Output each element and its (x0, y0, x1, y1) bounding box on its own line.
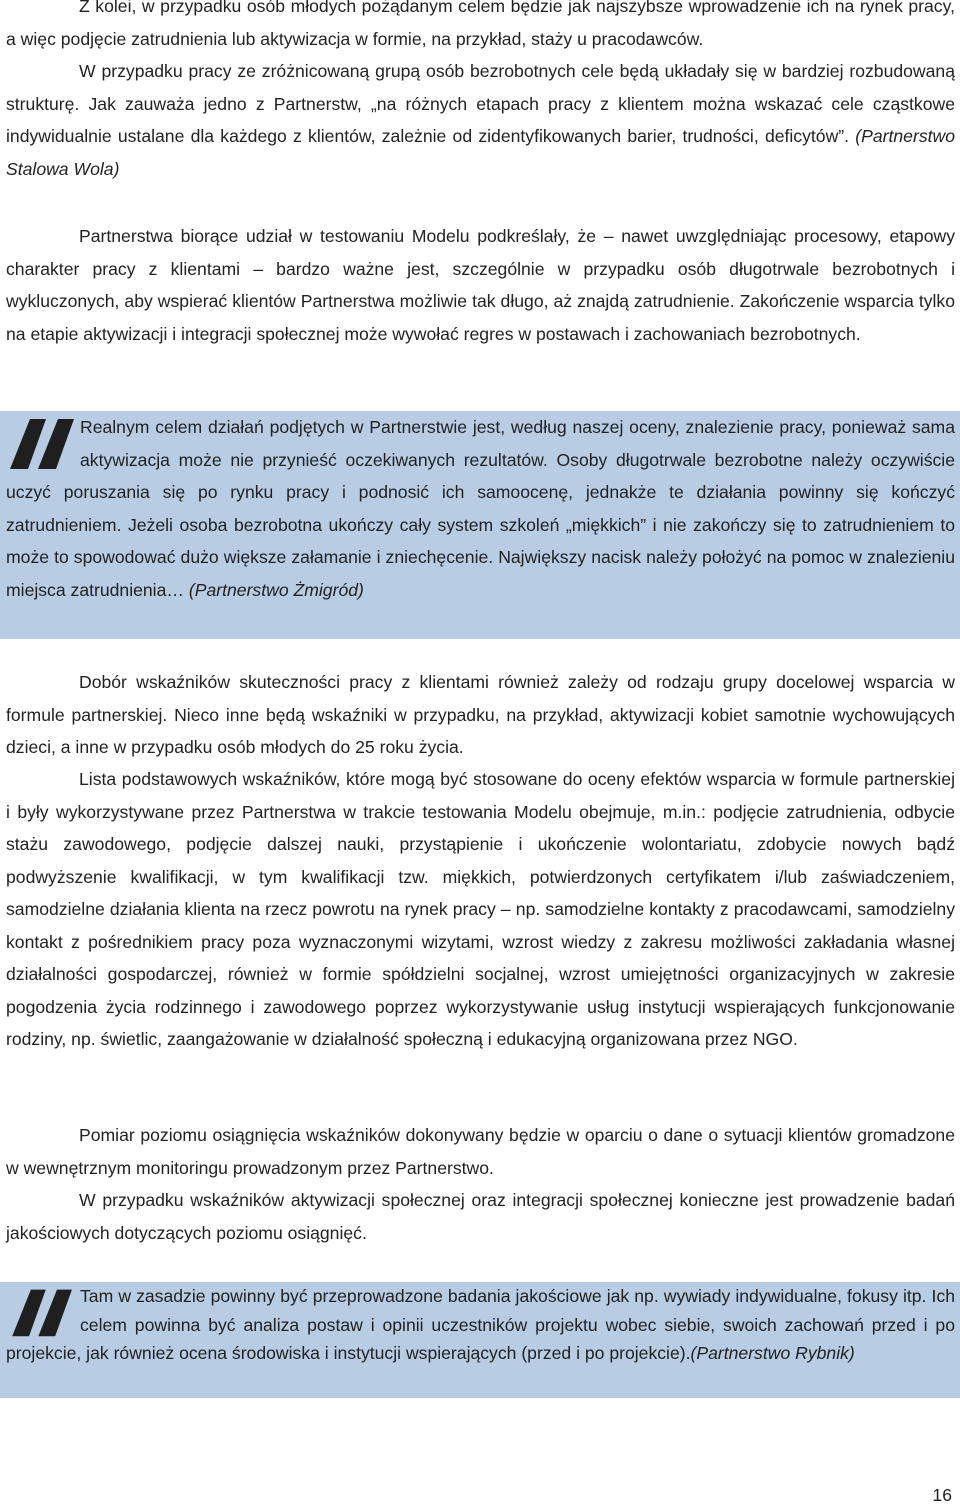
paragraph-unemployed-groups (6, 61, 955, 179)
quote-body (6, 411, 955, 606)
quote-text: Tam w zasadzie powinny być przeprowadzone badania jakościowe jak np. wywiady indywidualne, fokusy itp. Ich celem powinna być analiza postaw i opinii uczestników projektu wobec siebie, swoich zachowań przed i po projekcie, jak również ocena środowiska i instytucji wspierających (przed i po projekcie). (6, 1286, 955, 1363)
quote-source: (Partnerstwo Rybnik) (690, 1343, 855, 1363)
paragraph-qualitative-research: W przypadku wskaźników aktywizacji społecznej oraz integracji społecznej konieczne jest prowadzenie badań jakościowych dotyczących poziomu osiągnięć. (6, 1190, 955, 1243)
quote-text: Realnym celem działań podjętych w Partnerstwie jest, według naszej oceny, znalezienie pracy, ponieważ sama aktywizacja może nie przynieść oczekiwanych rezultatów. Osoby długotrwale bezrobotne należy oczywiście uczyć poruszania się po rynku pracy i podnosić ich samoocenę, jednakże te działania powinny się kończyć zatrudnieniem. Jeżeli osoba bezrobotna ukończy cały system szkoleń „miękkich” i nie zakończy się to zatrudnieniem to może to spowodować dużo większe załamanie i zniechęcenie. Największy nacisk należy położyć na pomoc w znalezieniu miejsca zatrudnienia… (6, 417, 955, 600)
quote-box-zmigrod (0, 411, 960, 639)
closing-quote-icon (6, 411, 80, 471)
paragraph-text: Z kolei, w przypadku osób młodych pożądanym celem będzie jak najszybsze wprowadzenie ich na rynek pracy, a więc podjęcie zatrudnienia lub aktywizacja w formie, na przykład, staży u pracodawców. (6, 0, 955, 49)
page-number: 16 (932, 1485, 952, 1505)
paragraph-partnerships-support: Partnerstwa biorące udział w testowaniu Modelu podkreślały, że – nawet uwzględniając procesowy, etapowy charakter pracy z klientami – bardzo ważne jest, szczególnie w przypadku osób długotrwale bezrobotnych i wykluczonych, aby wspierać klientów Partnerstwa możliwie tak długo, aż znajdą zatrudnienie. Zakończenie wsparcia tylko na etapie aktywizacji i integracji społecznej może wywołać regres w postawach i zachowaniach bezrobotnych. (6, 226, 955, 344)
paragraph-young-people (6, 0, 955, 185)
paragraph-text: W przypadku pracy ze zróżnicowaną grupą osób bezrobotnych cele będą układały się w bardziej rozbudowaną strukturę. Jak zauważa jedno z Partnerstw, „na różnych etapach pracy z klientem można wskazać cele cząstkowe indywidualnie ustalane dla każdego z klientów, zależnie od zidentyfikowanych barier, trudności, deficytów”. (6, 61, 955, 146)
paragraph-indicator-list: Lista podstawowych wskaźników, które mogą być stosowane do oceny efektów wsparcia w formule partnerskiej i były wykorzystywane przez Partnerstwa w trakcie testowania Modelu obejmuje, m.in.: podjęcie zatrudnienia, odbycie stażu zawodowego, podjęcie dalszej nauki, przystąpienie i ukończenie wolontariatu, zdobycie nowych bądź podwyższenie kwalifikacji, w tym kwalifikacji tzw. miękkich, potwierdzonych certyfikatem i/lub zaświadczeniem, samodzielne działania klienta na rzecz powrotu na rynek pracy – np. samodzielne kontakty z pracodawcami, samodzielny kontakt z pośrednikiem pracy poza wyznaczonymi wizytami, wzrost wiedzy z zakresu możliwości zakładania własnej działalności gospodarczej, również w formie spółdzielni socjalnej, wzrost umiejętności organizacyjnych w zakresie pogodzenia życia rodzinnego i zawodowego poprzez wykorzystywanie usług instytucji wspierających funkcjonowanie rodziny, np. świetlic, zaangażowanie w działalność społeczną i edukacyjną organizowana przez NGO. (6, 769, 955, 1049)
closing-quote-icon (6, 1282, 80, 1336)
paragraph-indicator-selection: Dobór wskaźników skuteczności pracy z klientami również zależy od rodzaju grupy docelowej wsparcia w formule partnerskiej. Nieco inne będą wskaźniki w przypadku, na przykład, aktywizacji kobiet samotnie wychowujących dzieci, a inne w przypadku osób młodych do 25 roku życia. (6, 672, 955, 757)
paragraph-measurement: Pomiar poziomu osiągnięcia wskaźników dokonywany będzie w oparciu o dane o sytuacji klientów gromadzone w wewnętrznym monitoringu prowadzonym przez Partnerstwo. (6, 1125, 955, 1178)
quote-body (6, 1282, 955, 1368)
quote-source: (Partnerstwo Żmigród) (188, 579, 364, 600)
source-citation: (Partnerstwo Stalowa Wola) (6, 126, 955, 179)
quote-box-rybnik (0, 1282, 960, 1398)
